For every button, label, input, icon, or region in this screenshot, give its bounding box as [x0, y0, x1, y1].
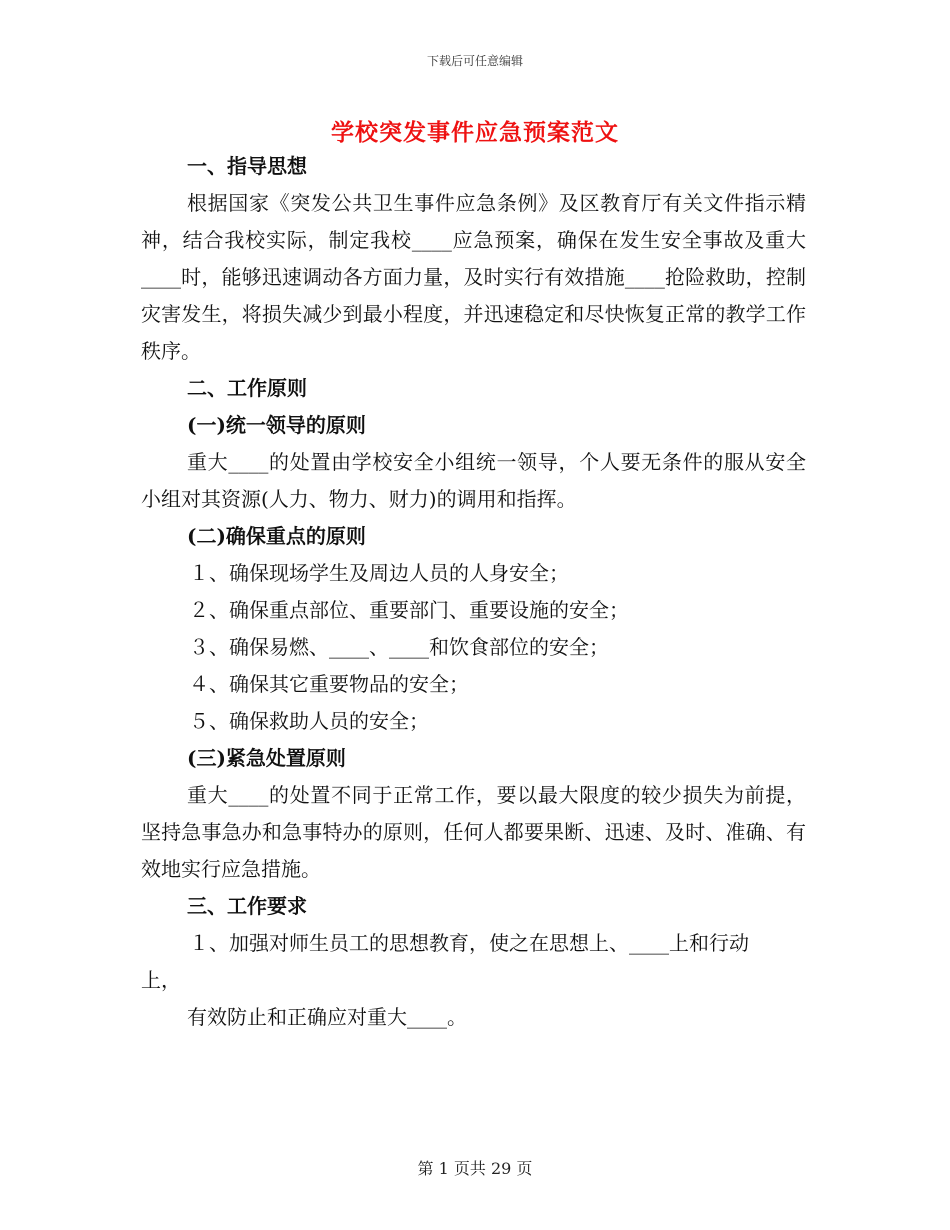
- requirement-1-line-2: 上，: [141, 968, 181, 992]
- document-title: 学校突发事件应急预案范文: [331, 119, 619, 146]
- document-body: [141, 148, 806, 1036]
- section-1-heading: 一、指导思想: [187, 154, 307, 178]
- list-item: ５、确保救助人员的安全；: [189, 709, 429, 733]
- principle-3-paragraph: 重大____的处置不同于正常工作，要以最大限度的较少损失为前提，坚持急事急办和急事特办的原则，任何人都要果断、迅速、及时、准确、有效地实行应急措施。: [141, 783, 806, 881]
- principle-2-heading: (二)确保重点的原则: [187, 524, 366, 548]
- principle-1-paragraph: 重大____的处置由学校安全小组统一领导，个人要无条件的服从安全小组对其资源(人力、物力、财力)的调用和指挥。: [141, 450, 806, 511]
- section-2-heading: 二、工作原则: [187, 376, 307, 400]
- requirement-1-line-1: １、加强对师生员工的思想教育，使之在思想上、____上和行动: [189, 931, 749, 955]
- requirement-1-continuation: 有效防止和正确应对重大____。: [187, 1005, 467, 1029]
- principle-3-heading: (三)紧急处置原则: [187, 746, 346, 770]
- list-item: ２、确保重点部位、重要部门、重要设施的安全；: [189, 598, 629, 622]
- principle-1-heading: (一)统一领导的原则: [187, 413, 366, 437]
- section-3-heading: 三、工作要求: [187, 894, 307, 918]
- page-number: 第 1 页共 29 页: [417, 1159, 533, 1178]
- section-1-paragraph: 根据国家《突发公共卫生事件应急条例》及区教育厅有关文件指示精神，结合我校实际，制定我校____应急预案，确保在发生安全事故及重大____时，能够迅速调动各方面力量，及时实行有效措施____抢险救助，控制灾害发生，将损失减少到最小程度，并迅速稳定和尽快恢复正常的教学工作秩序。: [141, 191, 806, 363]
- list-item: ４、确保其它重要物品的安全；: [189, 672, 469, 696]
- list-item: ３、确保易燃、____、____和饮食部位的安全；: [189, 635, 609, 659]
- list-item: １、确保现场学生及周边人员的人身安全；: [189, 561, 569, 585]
- page-header-note: 下载后可任意编辑: [426, 54, 523, 68]
